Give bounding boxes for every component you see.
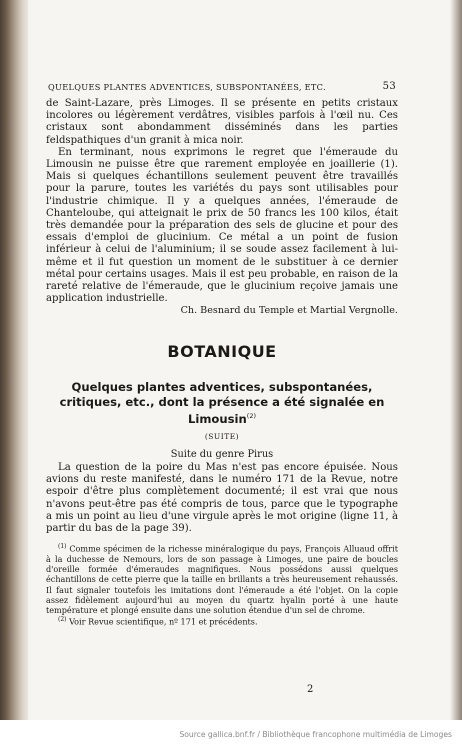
running-head bbox=[48, 82, 396, 92]
running-head-title: QUELQUES PLANTES ADVENTICES, SUBSPONTANÉES, ETC. bbox=[48, 82, 326, 92]
footnote-1-mark: (1) bbox=[58, 543, 67, 550]
footnotes bbox=[46, 542, 398, 627]
paragraph-conclusion: En terminant, nous exprimons le regret que l'émeraude du Limousin ne puisse être que rarement employée en joaillerie (1). Mais si quelques échantillons seulement peuvent être travaillés pour la parure, toutes les variétés du pays sont utilisables pour l'industrie chimique. Il y a quelques années, l'émeraude de Chanteloube, qui atteignait le prix de 50 francs les 100 kilos, était très demandée pour la préparation des sels de glucine et pour des essais d'emploi de glucinium. Ce métal a un point de fusion inférieur à celui de l'aluminium; il se soude assez facilement à lui-même et il fut question un moment de le substituer à ce dernier métal pour certains usages. Mais il est peu probable, en raison de la rareté relative de l'émeraude, que le glucinium reçoive jamais une application industrielle. bbox=[46, 146, 398, 305]
article-suite-label: (SUITE) bbox=[204, 432, 240, 441]
page-number: 53 bbox=[382, 81, 396, 92]
article-title-text: Quelques plantes adventices, subspontanées, critiques, etc., dont la présence a été signalée en Limousin bbox=[59, 380, 385, 426]
footnote-2 bbox=[46, 615, 398, 627]
book-spine-shadow bbox=[0, 0, 28, 720]
page-edge-shadow bbox=[450, 0, 462, 720]
author-signature: Ch. Besnard du Temple et Martial Vergnolle. bbox=[180, 305, 398, 317]
footnote-2-text: Voir Revue scientifique, nº 171 et précédents. bbox=[69, 616, 258, 627]
footnote-1-text: Comme spécimen de la richesse minéralogique du pays, François Alluaud offrit à la duchesse de Nemours, lors de son passage à Limoges, une paire de boucles d'oreille formée d'émeraudes magnifiques. Nous possédons aussi quelques échantillons de cette pierre que la taille en brillants a très heureusement rehaussés. Il faut signaler toutefois les imitations dont l'émeraude a été l'objet. On la copie assez fidèlement aujourd'hui au moyen du quartz hyalin porté à une haute température et plongé ensuite dans une solution étendue d'un sel de chrome. bbox=[46, 543, 398, 615]
footnote-2-mark: (2) bbox=[58, 616, 67, 624]
paragraph-continuation: de Saint-Lazare, près Limoges. Il se présente en petits cristaux incolores ou légèrement verdâtres, visibles parfois à l'œil nu. Ces cristaux sont abondamment disséminés dans les parties feldspathiques d'un granit à mica noir. bbox=[46, 98, 398, 146]
article-body-paragraph: La question de la poire du Mas n'est pas encore épuisée. Nous avions du reste manifesté, dans le numéro 171 de la Revue, notre espoir d'être plus complètement documenté; il est vrai que nous n'avons peut-être pas été compris de tous, parce que le typographe a mis un point au lieu d'une virgule après le mot origine (ligne 11, à partir du bas de la page 39). bbox=[46, 462, 398, 535]
footnote-1 bbox=[46, 542, 398, 615]
article-body bbox=[46, 462, 398, 535]
top-text-block bbox=[46, 98, 398, 318]
section-title: BOTANIQUE bbox=[167, 342, 277, 361]
printer-signature-mark: 2 bbox=[307, 684, 314, 695]
article-title-note-mark: (2) bbox=[246, 412, 256, 420]
article-title bbox=[46, 380, 398, 426]
footer-bar bbox=[0, 720, 462, 750]
source-attribution: Source gallica.bnf.fr / Bibliothèque francophone multimédia de Limoges bbox=[179, 730, 452, 739]
article-subheading: Suite du genre Pirus bbox=[170, 449, 274, 460]
